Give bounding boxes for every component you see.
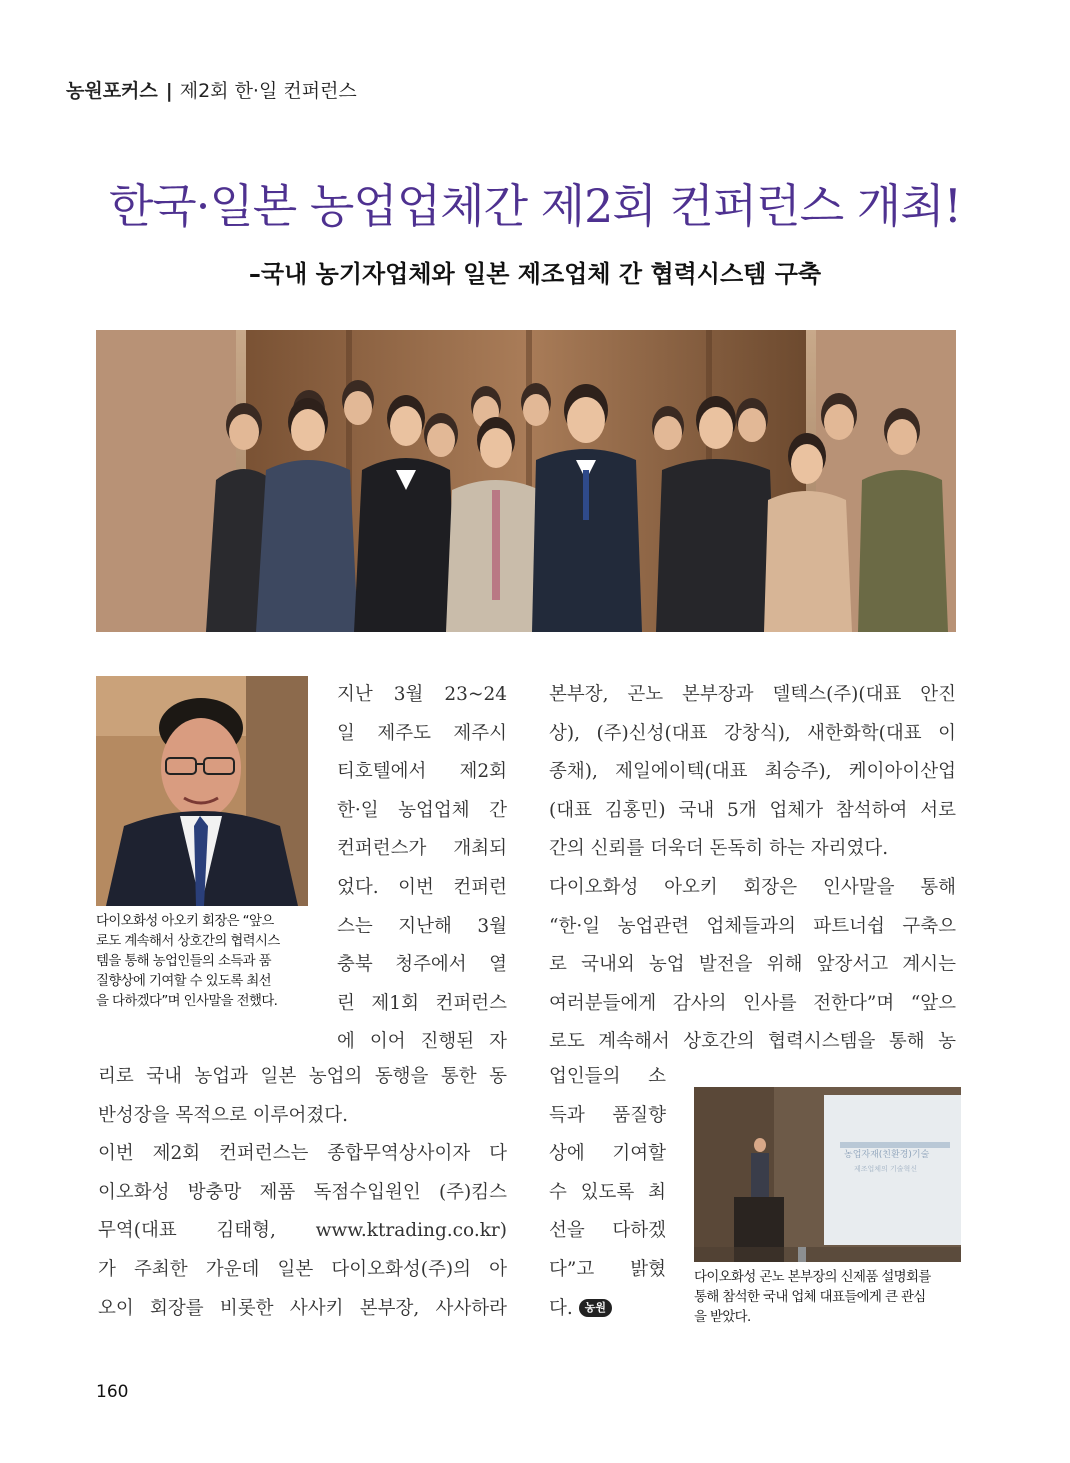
body-line: 오이 회장를 비롯한 사사키 본부장, 사사하라	[98, 1297, 507, 1319]
body-line: 충북 청주에서 열	[337, 954, 507, 976]
chairman-photo-illustration	[96, 676, 308, 906]
body-line: 간의 신뢰를 더욱더 돈독히 하는 자리였다.	[549, 838, 889, 860]
caption-line: 을 다하겠다”며 인사말을 전했다.	[96, 994, 278, 1009]
caption-line: 다이오화성 곤노 본부장의 신제품 설명회를	[694, 1270, 931, 1285]
body-line: 일 제주도 제주시	[337, 722, 507, 744]
body-line: 상에 기여할	[549, 1143, 666, 1165]
section-topic: 제2회 한·일 컨퍼런스	[179, 80, 357, 102]
body-line: 지난 3월 23~24	[337, 684, 507, 705]
body-line: 다”고 밝혔	[549, 1258, 666, 1280]
body-line: 한·일 농업업체 간	[337, 799, 507, 821]
body-line: 선을 다하겠	[549, 1220, 666, 1242]
body-line: 반성장을 목적으로 이루어졌다.	[98, 1104, 348, 1126]
body-line: “한·일 농업관련 업체들과의 파트너쉽 구축으	[549, 915, 956, 937]
caption-line: 템을 통해 농업인들의 소득과 품	[96, 954, 271, 969]
body-line: 었다. 이번 컨퍼런	[337, 876, 507, 898]
body-line: 로도 계속해서 상호간의 협력시스템을 통해 농	[549, 1031, 956, 1053]
body-line: 티호텔에서 제2회	[337, 761, 507, 783]
body-line: 여러분들에게 감사의 인사를 전한다”며 “앞으	[549, 992, 956, 1014]
seminar-caption	[694, 1268, 966, 1328]
body-line: 로 국내외 농업 발전을 위해 앞장서고 계시는	[549, 954, 956, 976]
chairman-photo	[96, 676, 308, 906]
caption-line: 로도 계속해서 상호간의 협력시스	[96, 934, 280, 949]
section-name: 농원포커스	[66, 80, 158, 102]
article-subtitle: –국내 농기자업체와 일본 제조업체 간 협력시스템 구축	[248, 260, 822, 288]
slide-text: 제조업체의 기술혁신	[854, 1165, 918, 1173]
body-line: 득과 품질향	[549, 1104, 666, 1126]
body-line: 다이오화성 아오키 회장은 인사말을 통해	[549, 876, 956, 898]
body-line: 컨퍼런스가 개최되	[337, 838, 507, 860]
body-line: (대표 김홍민) 국내 5개 업체가 참석하여 서로	[549, 799, 956, 821]
caption-line: 을 받았다.	[694, 1310, 751, 1325]
body-line-end	[549, 1290, 666, 1329]
body-line: 스는 지난해 3월	[337, 915, 507, 937]
body-line: 에 이어 진행된 자	[337, 1031, 507, 1053]
body-line: 종채), 제일에이텍(대표 최승주), 케이아이산업	[549, 761, 956, 783]
body-line: 이번 제2회 컨퍼런스는 종합무역상사이자 다	[98, 1143, 507, 1165]
section-header	[66, 76, 357, 103]
body-left-wide	[98, 1058, 507, 1328]
body-line: 업인들의 소	[549, 1066, 666, 1087]
slide-text: 농업자재(친환경)기술	[844, 1150, 930, 1160]
body-line: 가 주최한 가운데 일본 다이오화성(주)의 아	[98, 1258, 507, 1280]
seminar-photo	[694, 1087, 961, 1262]
group-photo-illustration	[96, 330, 956, 632]
body-line: 이오화성 방충망 제품 독점수입원인 (주)킴스	[98, 1181, 507, 1203]
section-separator: |	[165, 80, 173, 102]
caption-line: 질향상에 기여할 수 있도록 최선	[96, 974, 271, 989]
body-line: 본부장, 곤노 본부장과 델텍스(주)(대표 안진	[549, 684, 956, 705]
caption-line: 통해 참석한 국내 업체 대표들에게 큰 관심	[694, 1290, 926, 1305]
body-line: 상), (주)신성(대표 강창식), 새한화학(대표 이	[549, 722, 956, 744]
page-number: 160	[96, 1382, 129, 1402]
article-title: 한국·일본 농업업체간 제2회 컨퍼런스 개최!	[108, 179, 962, 233]
chairman-caption	[96, 912, 312, 1012]
body-line: 린 제1회 컨퍼런스	[337, 992, 507, 1014]
body-left-narrow	[337, 676, 507, 1062]
body-line: 리로 국내 농업과 일본 농업의 동행을 통한 동	[98, 1066, 507, 1087]
body-line: 무역(대표 김태형, www.ktrading.co.kr)	[98, 1220, 507, 1242]
caption-line: 다이오화성 아오키 회장은 “앞으	[96, 914, 274, 929]
seminar-photo-illustration	[694, 1087, 961, 1262]
body-line: 수 있도록 최	[549, 1181, 666, 1203]
group-photo	[96, 330, 956, 632]
end-badge: 농원	[579, 1299, 612, 1317]
body-line: 다.	[549, 1297, 573, 1319]
body-right-wide	[549, 676, 956, 1062]
body-right-narrow	[549, 1058, 666, 1328]
